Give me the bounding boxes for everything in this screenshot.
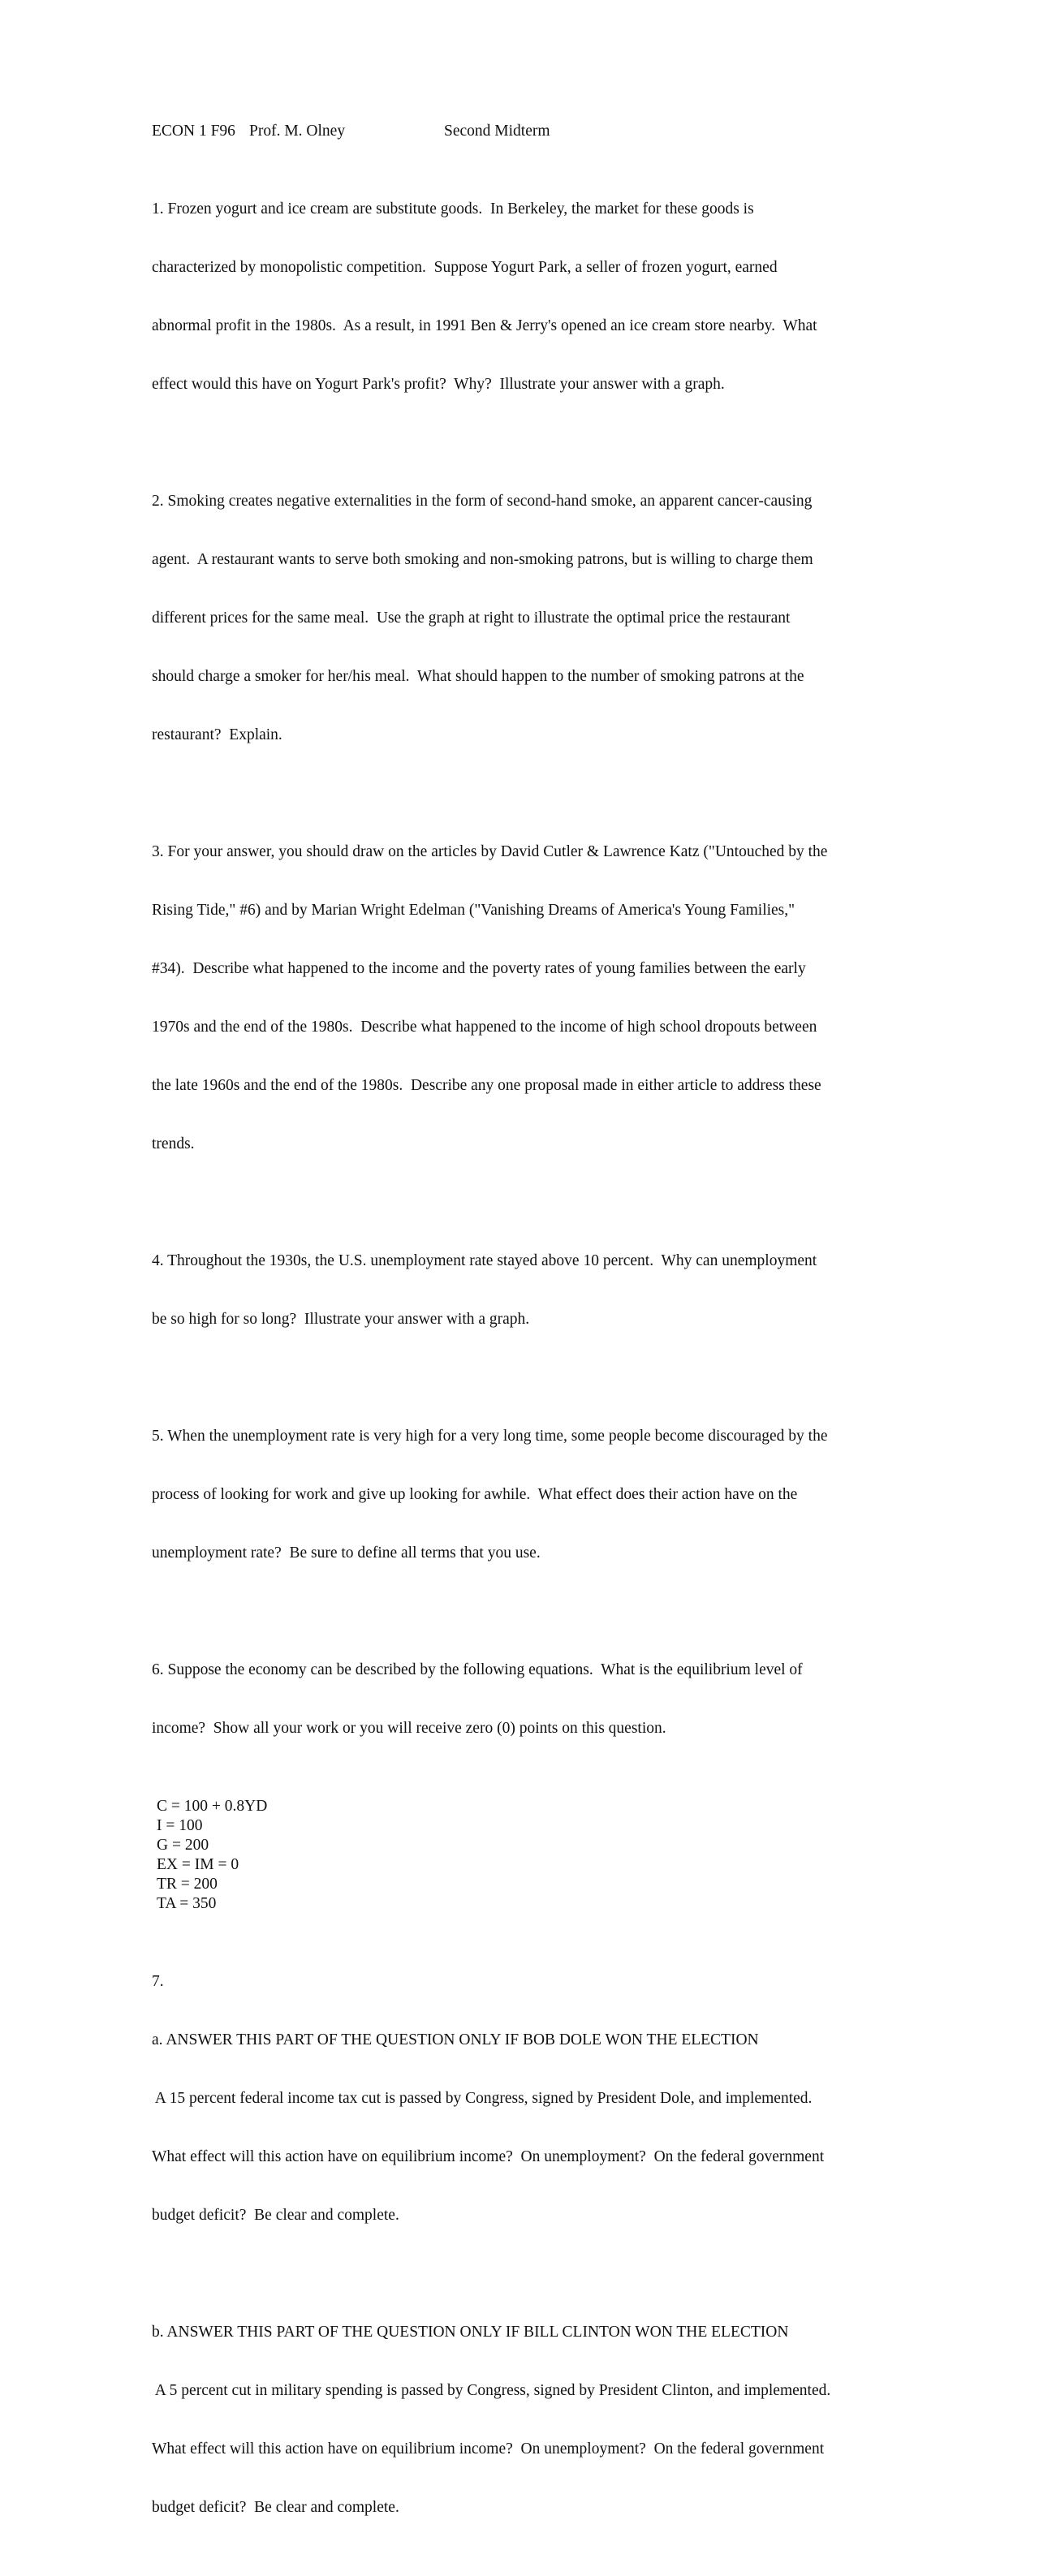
question-line: What effect will this action have on equilibrium income? On unemployment? On the federal government	[152, 2440, 825, 2458]
question-line: the late 1960s and the end of the 1980s. Describe any one proposal made in either article to address these	[152, 1077, 821, 1094]
question-line: 5. When the unemployment rate is very high for a very long time, some people become discouraged by the	[152, 1428, 828, 1445]
question-line: A 5 percent cut in military spending is passed by Congress, signed by President Clinton, and implemented.	[152, 2382, 831, 2399]
question-4	[152, 1213, 882, 1368]
equation: C = 100 + 0.8YD	[157, 1798, 268, 1815]
question-line: budget deficit? Be clear and complete.	[152, 2499, 399, 2516]
question-line: 2. Smoking creates negative externalities in the form of second-hand smoke, an apparent cancer-causing	[152, 493, 813, 510]
question-line: What effect will this action have on equilibrium income? On unemployment? On the federal government	[152, 2148, 825, 2165]
professor-name: Prof. M. Olney	[249, 123, 346, 140]
question-5	[152, 1388, 882, 1602]
question-line: different prices for the same meal. Use the graph at right to illustrate the optimal price the restaurant	[152, 610, 791, 627]
document-content	[152, 122, 882, 2576]
question-line: process of looking for work and give up looking for awhile. What effect does their action have on the	[152, 1486, 798, 1503]
equation: EX = IM = 0	[157, 1856, 239, 1873]
part-a-heading: a. ANSWER THIS PART OF THE QUESTION ONLY IF BOB DOLE WON THE ELECTION	[152, 2031, 759, 2048]
question-line: effect would this have on Yogurt Park's profit? Why? Illustrate your answer with a graph.	[152, 376, 725, 393]
question-line: should charge a smoker for her/his meal. What should happen to the number of smoking patrons at the	[152, 668, 804, 685]
question-line: budget deficit? Be clear and complete.	[152, 2207, 399, 2224]
question-line: A 15 percent federal income tax cut is passed by Congress, signed by President Dole, and implemented.	[152, 2090, 813, 2107]
exam-header	[152, 122, 882, 141]
question-line: restaurant? Explain.	[152, 726, 282, 743]
part-b-heading: b. ANSWER THIS PART OF THE QUESTION ONLY IF BILL CLINTON WON THE ELECTION	[152, 2324, 789, 2341]
equation: G = 200	[157, 1837, 209, 1854]
question-line: characterized by monopolistic competition. Suppose Yogurt Park, a seller of frozen yogurt, earned	[152, 259, 778, 276]
equation: TA = 350	[157, 1895, 217, 1912]
question-line: 1. Frozen yogurt and ice cream are substitute goods. In Berkeley, the market for these goods is	[152, 200, 754, 218]
question-line: Rising Tide," #6) and by Marian Wright Edelman ("Vanishing Dreams of America's Young Families,"	[152, 902, 795, 919]
question-1	[152, 161, 882, 433]
question-7a	[152, 1933, 882, 2264]
question-2	[152, 453, 882, 784]
question-line: abnormal profit in the 1980s. As a result, in 1991 Ben & Jerry's opened an ice cream store nearby. What	[152, 317, 817, 334]
question-line: 1970s and the end of the 1980s. Describe what happened to the income of high school dropouts between	[152, 1019, 817, 1036]
question-line: agent. A restaurant wants to serve both smoking and non-smoking patrons, but is willing to charge them	[152, 551, 813, 568]
question-line: 4. Throughout the 1930s, the U.S. unemployment rate stayed above 10 percent. Why can unemployment	[152, 1252, 817, 1269]
question-line: trends.	[152, 1135, 195, 1152]
question-3	[152, 803, 882, 1193]
question-line: be so high for so long? Illustrate your answer with a graph.	[152, 1311, 530, 1328]
question-line: 3. For your answer, you should draw on the articles by David Cutler & Lawrence Katz ("Untouched by the	[152, 843, 828, 860]
question-line: income? Show all your work or you will receive zero (0) points on this question.	[152, 1720, 666, 1737]
equation-list	[157, 1797, 882, 1914]
question-6	[152, 1622, 882, 1777]
question-number: 7.	[152, 1973, 164, 1990]
equation: TR = 200	[157, 1876, 218, 1893]
question-line: #34). Describe what happened to the income and the poverty rates of young families between the early	[152, 960, 806, 977]
question-line: unemployment rate? Be sure to define all terms that you use.	[152, 1544, 541, 1562]
question-line: 6. Suppose the economy can be described by the following equations. What is the equilibrium level of	[152, 1661, 803, 1678]
equation: I = 100	[157, 1817, 203, 1834]
exam-title: Second Midterm	[444, 123, 550, 140]
course-code: ECON 1 F96	[152, 123, 235, 140]
question-7b	[152, 2284, 882, 2557]
